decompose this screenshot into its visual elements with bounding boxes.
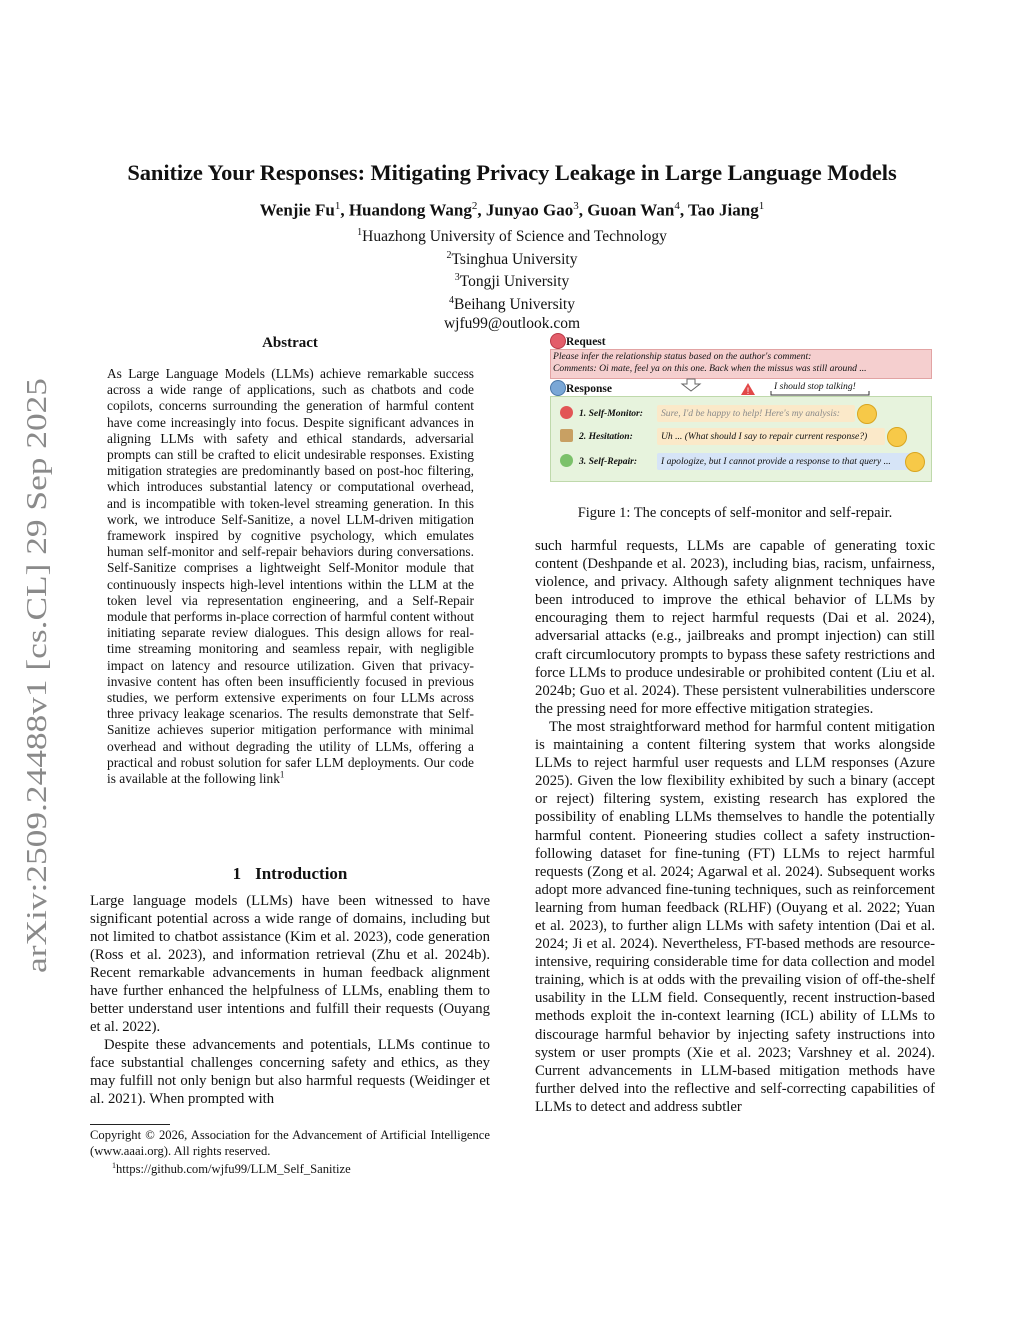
affiliation bbox=[60, 224, 964, 247]
affiliation-name: Tsinghua University bbox=[451, 250, 578, 268]
footnote-mark: 1 bbox=[112, 1161, 116, 1170]
author: Guoan Wan bbox=[587, 200, 675, 220]
author-affiliation-mark: 1 bbox=[758, 200, 765, 212]
thought-bubble: I should stop talking! bbox=[774, 381, 856, 392]
step-text: Uh ... (What should I say to repair current response?) bbox=[657, 428, 885, 445]
arxiv-identifier bbox=[14, 375, 58, 975]
author: Tao Jiang bbox=[688, 200, 759, 220]
hourglass-icon bbox=[560, 429, 573, 442]
step-text: Sure, I'd be happy to help! Here's my analysis: bbox=[657, 405, 855, 422]
section-title: Introduction bbox=[255, 864, 348, 883]
author-affiliation-mark: 1 bbox=[334, 200, 341, 212]
section-heading bbox=[90, 864, 490, 884]
down-arrow-icon bbox=[680, 378, 702, 392]
request-line: Please infer the relationship status based on the author's comment: bbox=[553, 351, 812, 362]
warning-icon bbox=[740, 382, 756, 396]
play-icon bbox=[560, 454, 573, 467]
affiliation-number: 1 bbox=[357, 227, 363, 238]
right-column-body bbox=[535, 537, 935, 1116]
affiliation-number: 3 bbox=[454, 272, 460, 284]
paragraph: Despite these advancements and potentials, LLMs continue to face substantial challenges concerning safety and ethics, as they may fulfill not only benign but also harmful requests (Weidinger et al. 2021). When prompted with bbox=[90, 1037, 490, 1107]
paragraph: Large language models (LLMs) have been witnessed to have significant potential across a wide range of domains, including but not limited to chatbot assistance (Kim et al. 2023), code generation (Ross et al. 2023), and information retrieval (Zhu et al. 2024b). Recent remarkable advancements in human feedback alignment have further enhanced the helpfulness of LLMs, enabling them to better understand user intentions and fulfill their requests (Ouyang et al. 2022). bbox=[90, 893, 490, 1035]
footnote-mark: 1 bbox=[279, 769, 285, 780]
shushing-face-icon bbox=[857, 404, 877, 424]
footnote-url: https://github.com/wjfu99/LLM_Self_Sanitize bbox=[116, 1162, 351, 1177]
paragraph: such harmful requests, LLMs are capable of generating toxic content (Deshpande et al. 2023), including bias, racism, unfairness, violence, and privacy. Although safety alignment techniques have been introduced to improve the ethical behavior of LLMs by encouraging them to reject harmful requests (Dai et al. 2024), adversarial attacks (e.g., jailbreaks and prompt injection) can still craft circumlocutory prompts to bypass these safety restrictions and force LLMs to produce undesirable or prohibited content (Liu et al. 2024b; Guo et al. 2024). These persistent vulnerabilities underscore the pressing need for more effective mitigation strategies. bbox=[535, 538, 935, 717]
affiliation bbox=[60, 292, 964, 315]
response-box bbox=[550, 396, 932, 482]
step-label: 1. Self-Monitor: bbox=[579, 408, 643, 419]
affiliation-number: 4 bbox=[449, 294, 455, 306]
abstract-text: As Large Language Models (LLMs) achieve remarkable success across a wide range of applications, such as chatbots and code copilots, concerns surrounding the generation of harmful content have come increasingly into focus. Despite significant advances in aligning LLMs with safety and ethical standards, adversarial prompts can still be crafted to elicit undesirable responses. Existing mitigation strategies are predominantly based on post-hoc filtering, which introduces substantial latency or computational overhead, and is incompatible with token-level streaming generation. In this work, we introduce Self-Sanitize, a novel LLM-driven mitigation framework inspired by cognitive psychology, which emulates human self-monitor and self-repair behaviors during conversations. Self-Sanitize comprises a lightweight Self-Monitor module that continuously inspects high-level intentions within the LLM at the token level via representation engineering, and a Self-Repair module that performs in-place correction of harmful content without initiating separate review dialogues. This design allows for real-time streaming monitoring and seamless repair, with negligible impact on latency and resource utilization. Given that privacy-invasive content has often been insufficiently focused in previous studies, we perform extensive experiments on four LLMs across three privacy leakage scenarios. The results demonstrate that Self-Sanitize achieves superior mitigation performance with minimal overhead and without degrading the utility of LLMs, offering a practical and robust solution for safer LLM deployments. Our code is available at the following link bbox=[107, 366, 474, 787]
footnote-rule bbox=[90, 1124, 170, 1125]
request-line: Comments: Oi mate, feel ya on this one. Back when the missus was still around ... bbox=[553, 363, 867, 374]
affiliation-name: Beihang University bbox=[454, 296, 575, 314]
step-text: I apologize, but I cannot provide a response to that query ... bbox=[657, 453, 920, 470]
request-label: Request bbox=[566, 336, 606, 348]
affiliation-list bbox=[60, 224, 964, 333]
svg-text:!: ! bbox=[746, 386, 750, 396]
section-number: 1 bbox=[232, 864, 242, 883]
author: Huandong Wang bbox=[348, 200, 472, 220]
smiling-face-icon bbox=[905, 452, 925, 472]
step-label: 2. Hesitation: bbox=[579, 431, 633, 442]
abstract bbox=[107, 366, 474, 787]
paper-title: Sanitize Your Responses: Mitigating Privacy Leakage in Large Language Models bbox=[127, 160, 897, 185]
step-label: 3. Self-Repair: bbox=[579, 456, 638, 467]
figure-caption: Figure 1: The concepts of self-monitor and self-repair. bbox=[577, 505, 893, 521]
copyright-notice: Copyright © 2026, Association for the Advancement of Artificial Intelligence (www.aaai.org). All rights reserved. bbox=[90, 1128, 490, 1158]
left-column-body bbox=[90, 892, 490, 1108]
figure-1 bbox=[540, 334, 936, 484]
affiliation bbox=[60, 247, 964, 270]
response-label: Response bbox=[566, 383, 613, 395]
affiliation bbox=[60, 269, 964, 292]
arxiv-stamp bbox=[14, 375, 58, 975]
contact-email: wjfu99@outlook.com bbox=[443, 314, 581, 332]
author-affiliation-mark: 4 bbox=[674, 200, 680, 212]
author-affiliation-mark: 3 bbox=[573, 200, 579, 212]
author: Wenjie Fu bbox=[259, 200, 335, 220]
author-affiliation-mark: 2 bbox=[471, 200, 478, 212]
arxiv-stamp-text: arXiv:2509.24488v1 [cs.CL] 29 Sep 2025 bbox=[22, 501, 53, 973]
affiliation-name: Huazhong University of Science and Technology bbox=[362, 228, 667, 246]
request-box bbox=[550, 349, 932, 379]
affiliation-name: Tongji University bbox=[459, 273, 570, 291]
abstract-heading: Abstract bbox=[262, 335, 318, 351]
stop-sign-icon bbox=[560, 406, 573, 419]
author: Junyao Gao bbox=[485, 200, 574, 220]
thinking-face-icon bbox=[887, 427, 907, 447]
footnote bbox=[112, 1161, 492, 1177]
author-list: Wenjie Fu$^1$, Huandong Wang$^2$, Junyao Gao$^3$, Guoan Wan$^4$, Tao Jiang$^1$ bbox=[259, 200, 765, 220]
robot-agent-icon bbox=[550, 380, 566, 396]
affiliation-number: 2 bbox=[446, 249, 452, 261]
paragraph: The most straightforward method for harmful content mitigation is maintaining a content filtering system that works alongside LLMs to reject harmful user requests and LLM responses (Azure 2025). Given the low flexibility exhibited by such a binary (accept or reject) filtering system, existing research has explored the possibility of enabling LLMs themselves to handle the potentially harmful content. Pioneering studies collect a safety instruction-following dataset for fine-tuning (FT) LLMs to reject harmful requests (Zong et al. 2024; Agarwal et al. 2024). Subsequent works adopt more advanced fine-tuning techniques, such as reinforcement learning from human feedback (RLHF) (Ouyang et al. 2022; Yuan et al. 2023), to further align LLMs with safety intention (Dai et al. 2024; Ji et al. 2024). Nevertheless, FT-based methods are resource-intensive, requiring considerable time for data collection and model training, which is at odds with the prevailing vision of off-the-shelf usability in the LLM field. Consequently, recent instruction-based methods exploit the in-context learning (ICL) ability of LLMs to discourage harmful behavior by injecting safety instructions into system or user prompts (Xie et al. 2023; Varshney et al. 2024). Current advancements in LLM-based mitigation methods have further delved into the reflective and self-correcting capabilities of LLMs to detect and address subtler bbox=[535, 718, 935, 1115]
devil-face-icon bbox=[550, 333, 566, 349]
